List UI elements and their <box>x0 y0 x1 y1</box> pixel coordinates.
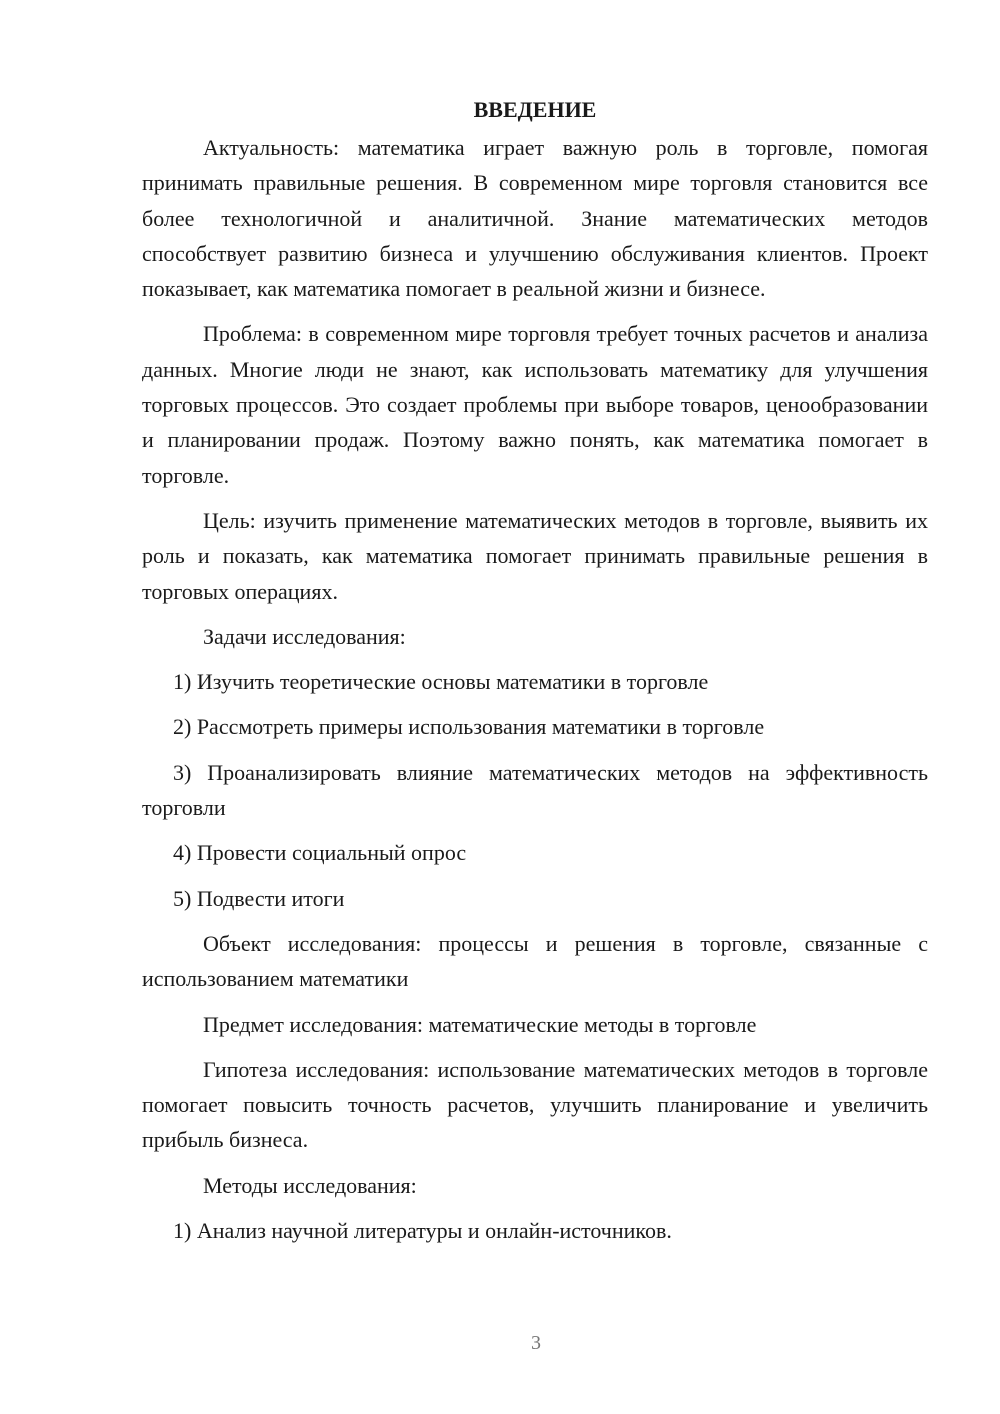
task-item: 3) Проанализировать влияние математических методов на эффективность торговли <box>142 759 928 821</box>
task-item: 4) Провести социальный опрос <box>173 840 467 866</box>
page-title: ВВЕДЕНИЕ <box>473 97 597 122</box>
goal-paragraph: Цель: изучить применение математических методов в торговле, выявить их роль и показать, как математика помогает принимать правильные решения в торговых операциях. <box>142 507 928 604</box>
document-page <box>142 92 928 1258</box>
method-item: 1) Анализ научной литературы и онлайн-источников. <box>173 1218 672 1244</box>
page-number: 3 <box>531 1332 541 1354</box>
problem-paragraph: Проблема: в современном мире торговля требует точных расчетов и анализа данных. Многие люди не знают, как использовать математику для улучшения торговых процессов. Это создает проблемы при выборе товаров, ценообразовании и планировании продаж. Поэтому важно понять, как математика помогает в торговле. <box>142 321 928 488</box>
hypothesis-paragraph: Гипотеза исследования: использование математических методов в торговле помогает повысить точность расчетов, улучшить планирование и увеличить прибыль бизнеса. <box>142 1056 928 1153</box>
task-item: 1) Изучить теоретические основы математики в торговле <box>173 669 709 695</box>
object-paragraph: Объект исследования: процессы и решения в торговле, связанные с использованием математики <box>142 930 928 992</box>
tasks-heading: Задачи исследования: <box>203 623 406 649</box>
subject-paragraph: Предмет исследования: математические методы в торговле <box>203 1011 757 1037</box>
task-item: 2) Рассмотреть примеры использования математики в торговле <box>173 714 765 740</box>
methods-heading: Методы исследования: <box>203 1172 417 1198</box>
relevance-paragraph: Актуальность: математика играет важную роль в торговле, помогая принимать правильные решения. В современном мире торговля становится все более технологичной и аналитичной. Знание математических методов способствует развитию бизнеса и улучшению обслуживания клиентов. Проект показывает, как математика помогает в реальной жизни и бизнесе. <box>142 135 928 302</box>
task-item: 5) Подвести итоги <box>173 885 345 911</box>
